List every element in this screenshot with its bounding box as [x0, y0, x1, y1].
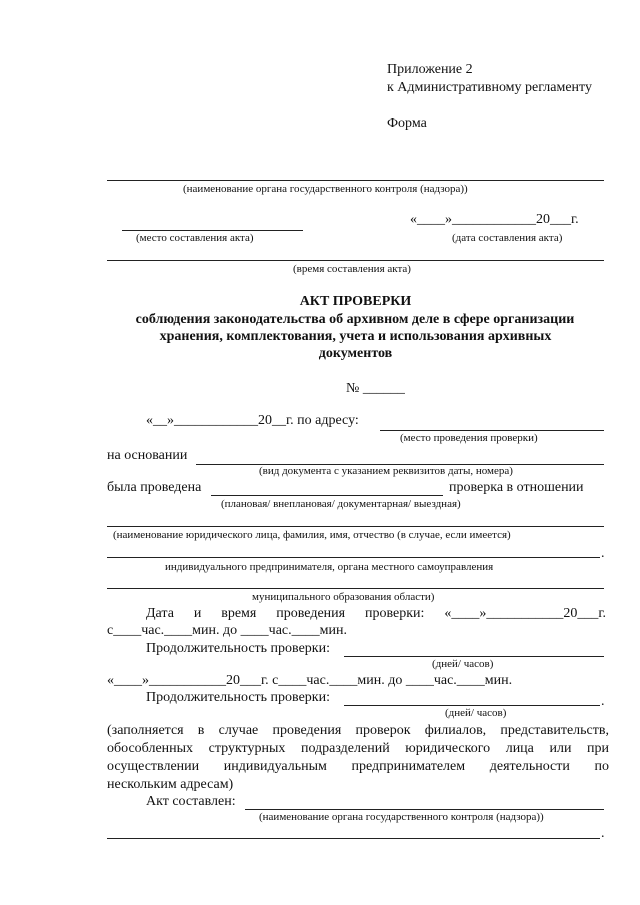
conducted-caption: (плановая/ внеплановая/ документарная/ выездная)	[221, 498, 461, 510]
municipal-caption: муниципального образования области)	[252, 591, 435, 603]
note-line-3: осуществлении индивидуальным предпринимателем деятельности по	[107, 759, 609, 774]
conducted-type-field[interactable]	[211, 495, 443, 496]
compiled-field-2[interactable]	[107, 838, 600, 839]
place-field[interactable]	[122, 230, 303, 231]
note-line-2: обособленных структурных подразделений юридического лица или при	[107, 741, 609, 756]
address-caption: (место проведения проверки)	[400, 432, 538, 444]
duration-caption-2: (дней/ часов)	[445, 707, 507, 719]
act-subtitle-line-3: документов	[318, 346, 393, 361]
appendix-label: Приложение 2	[387, 62, 473, 77]
compiled-period: .	[601, 826, 605, 841]
duration-period: .	[601, 694, 605, 709]
duration-field[interactable]	[344, 656, 604, 657]
organ-name-field[interactable]	[107, 180, 604, 181]
form-label: Форма	[387, 116, 427, 131]
date-field[interactable]: «____»____________20___г.	[410, 212, 579, 227]
inspection-time-range[interactable]: с____час.____мин. до ____час.____мин.	[107, 623, 347, 638]
entity-period: .	[601, 546, 605, 561]
act-title: АКТ ПРОВЕРКИ	[299, 294, 412, 309]
conducted-label: была проведена	[107, 480, 202, 495]
duration-label-2: Продолжительность проверки:	[146, 690, 330, 705]
entity-caption: (наименование юридического лица, фамилия, имя, отчество (в случае, если имеется)	[113, 529, 511, 541]
place-caption: (место составления акта)	[136, 232, 254, 244]
inspection-datetime-line-2[interactable]: «____»___________20___г. с____час.____мин. до ____час.____мин.	[107, 673, 513, 688]
date-caption: (дата составления акта)	[452, 232, 563, 244]
municipal-field[interactable]	[107, 588, 604, 589]
compiled-caption: (наименование органа государственного контроля (надзора))	[259, 811, 544, 823]
entity-field[interactable]	[107, 526, 604, 527]
inspection-datetime-line[interactable]: Дата и время проведения проверки: «____»___________20___г.	[146, 606, 606, 621]
regulation-label: к Административному регламенту	[387, 80, 592, 95]
time-caption: (время составления акта)	[293, 263, 411, 275]
basis-label: на основании	[107, 448, 188, 463]
entity-field-2[interactable]	[107, 557, 600, 558]
act-subtitle-line-1: соблюдения законодательства об архивном деле в сфере организации	[135, 312, 575, 327]
compiled-label: Акт составлен:	[146, 794, 236, 809]
entrepreneur-caption: индивидуального предпринимателя, органа местного самоуправления	[165, 561, 494, 573]
note-line-4: нескольким адресам)	[107, 777, 234, 792]
conducted-suffix: проверка в отношении	[449, 480, 584, 495]
time-field[interactable]	[107, 260, 604, 261]
duration-label: Продолжительность проверки:	[146, 641, 330, 656]
act-number-field[interactable]: № ______	[346, 381, 405, 396]
compiled-field[interactable]	[245, 809, 604, 810]
organ-name-caption: (наименование органа государственного контроля (надзора))	[183, 183, 468, 195]
duration-field-2[interactable]	[344, 705, 600, 706]
address-field[interactable]	[380, 430, 604, 431]
basis-caption: (вид документа с указанием реквизитов даты, номера)	[259, 465, 513, 477]
duration-caption: (дней/ часов)	[432, 658, 494, 670]
address-date-prefix: «__»____________20__г. по адресу:	[146, 413, 359, 428]
act-subtitle-line-2: хранения, комплектования, учета и использования архивных	[159, 329, 552, 344]
note-line-1: (заполняется в случае проведения проверок филиалов, представительств,	[107, 723, 609, 738]
